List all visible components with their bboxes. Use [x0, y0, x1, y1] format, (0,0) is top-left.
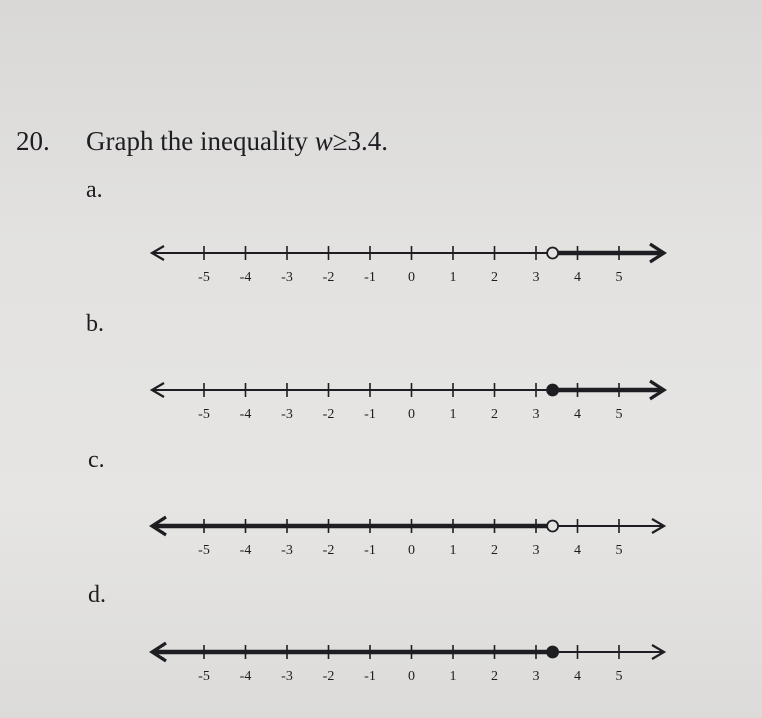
tick-label: -4 [239, 407, 252, 422]
tick-label: -5 [198, 669, 210, 684]
option-c-letter: c. [88, 447, 105, 473]
tick-label: 2 [491, 270, 498, 285]
tick-label: -4 [239, 270, 252, 285]
question-header [16, 128, 388, 155]
option-c-number-line[interactable] [0, 508, 762, 568]
tick-label: -2 [322, 407, 335, 422]
tick-label: -4 [239, 543, 252, 558]
option-b-number-line[interactable] [0, 372, 762, 432]
tick-label: -3 [281, 407, 293, 422]
tick-label: 4 [574, 543, 581, 558]
tick-label: 1 [449, 669, 457, 684]
tick-label: 0 [408, 270, 415, 285]
tick-label: 4 [574, 270, 581, 285]
tick-label: 1 [449, 543, 457, 558]
option-d-letter: d. [88, 582, 106, 608]
tick-label: 5 [615, 270, 623, 285]
tick-label: 3 [532, 543, 540, 558]
question-variable: w [314, 126, 333, 156]
tick-label: -1 [364, 669, 376, 684]
option-a-number-line[interactable] [0, 235, 762, 295]
option-b-letter: b. [86, 311, 104, 337]
question-value: 3.4. [347, 126, 389, 156]
tick-label: -5 [198, 270, 210, 285]
tick-label: 2 [491, 669, 498, 684]
question-prompt: Graph the inequality [86, 126, 315, 156]
question-relation: ≥ [332, 126, 348, 156]
tick-label: -3 [281, 543, 293, 558]
tick-label: 1 [449, 407, 457, 422]
tick-label: -2 [322, 669, 335, 684]
tick-label: 5 [615, 543, 623, 558]
tick-label: -5 [198, 407, 210, 422]
tick-label: 4 [574, 407, 581, 422]
tick-label: 0 [408, 669, 415, 684]
tick-label: 0 [408, 543, 415, 558]
tick-label: 3 [532, 669, 540, 684]
open-endpoint-circle [547, 521, 558, 532]
option-a-letter: a. [86, 177, 103, 203]
tick-label: 5 [615, 407, 623, 422]
open-endpoint-circle [547, 248, 558, 259]
tick-label: -2 [322, 270, 335, 285]
tick-label: -1 [364, 270, 376, 285]
tick-label: -4 [239, 669, 252, 684]
tick-label: -3 [281, 669, 293, 684]
option-d-number-line[interactable] [0, 634, 762, 694]
question-number: 20. [16, 126, 50, 156]
tick-label: 1 [449, 270, 457, 285]
tick-label: 2 [491, 543, 498, 558]
tick-label: 4 [574, 669, 581, 684]
closed-endpoint-dot [547, 385, 558, 396]
tick-label: 5 [615, 669, 623, 684]
closed-endpoint-dot [547, 647, 558, 658]
tick-label: -3 [281, 270, 293, 285]
tick-label: 3 [532, 407, 540, 422]
tick-label: 3 [532, 270, 540, 285]
tick-label: -1 [364, 543, 376, 558]
tick-label: -5 [198, 543, 210, 558]
tick-label: 2 [491, 407, 498, 422]
tick-label: -2 [322, 543, 335, 558]
tick-label: 0 [408, 407, 415, 422]
tick-label: -1 [364, 407, 376, 422]
